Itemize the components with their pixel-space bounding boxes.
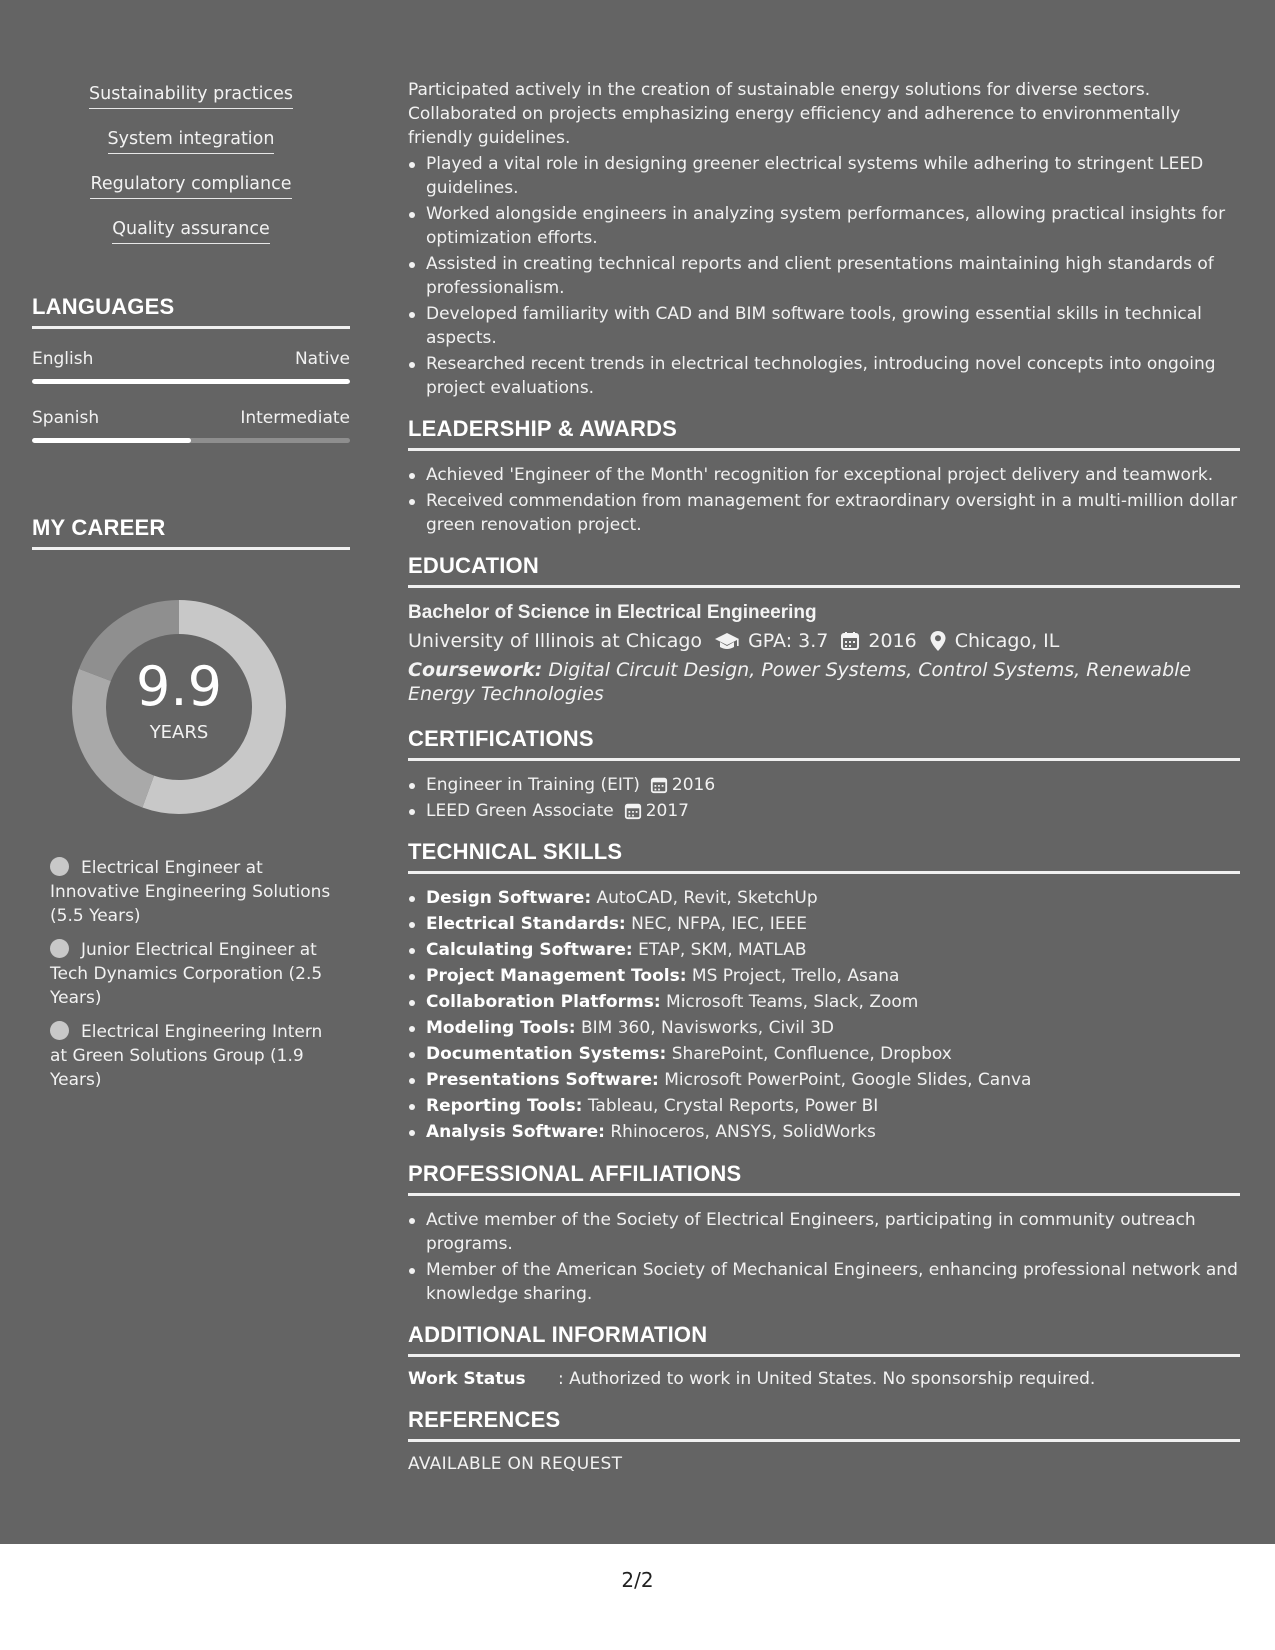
calendar-icon <box>840 631 860 651</box>
list-item: Modeling Tools: BIM 360, Navisworks, Civil 3D <box>426 1016 1240 1041</box>
list-item: Electrical Standards: NEC, NFPA, IEC, IEEE <box>426 912 1240 937</box>
certification-list <box>408 773 1240 823</box>
bullet-dot-icon <box>50 857 69 876</box>
bullet-dot-icon <box>50 1021 69 1040</box>
career-item: Electrical Engineering Intern at Green Solutions Group (1.9 Years) <box>50 1022 323 1090</box>
bullet-dot-icon <box>50 939 69 958</box>
list-item: Developed familiarity with CAD and BIM software tools, growing essential skills in technical aspects. <box>426 302 1240 350</box>
additional-info-heading: ADDITIONAL INFORMATION <box>408 1322 1240 1357</box>
language-name: Spanish <box>32 408 100 428</box>
experience-bullets <box>408 152 1240 400</box>
list-item: Reporting Tools: Tableau, Crystal Reports, Power BI <box>426 1094 1240 1119</box>
references-heading: REFERENCES <box>408 1407 1240 1442</box>
education-details <box>408 626 1240 656</box>
career-heading: MY CAREER <box>32 515 350 550</box>
graduation-cap-icon <box>714 631 740 651</box>
info-value: : Authorized to work in United States. No sponsorship required. <box>558 1369 1096 1389</box>
leadership-heading: LEADERSHIP & AWARDS <box>408 416 1240 451</box>
experience-intro: Participated actively in the creation of sustainable energy solutions for diverse sectors. Collaborated on projects emphasizing energy efficiency and adherence to environmentally friendly guidelines. <box>408 80 1181 148</box>
graduation-year: 2016 <box>868 630 917 652</box>
list-item: Documentation Systems: SharePoint, Confluence, Dropbox <box>426 1042 1240 1067</box>
calendar-icon <box>650 776 668 794</box>
skill-item: Regulatory compliance <box>90 174 291 199</box>
coursework: Coursework: Digital Circuit Design, Power Systems, Control Systems, Renewable Energy Technologies <box>408 659 1192 705</box>
career-unit: YEARS <box>149 721 209 743</box>
list-item: Collaboration Platforms: Microsoft Teams, Slack, Zoom <box>426 990 1240 1015</box>
location: Chicago, IL <box>954 630 1060 652</box>
career-total: 9.9 <box>136 654 222 718</box>
technical-skills-heading: TECHNICAL SKILLS <box>408 839 1240 874</box>
list-item: Project Management Tools: MS Project, Trello, Asana <box>426 964 1240 989</box>
skill-item: Quality assurance <box>112 219 270 244</box>
location-pin-icon <box>929 630 947 652</box>
right-column <box>408 78 1240 1474</box>
language-bar <box>32 438 350 443</box>
list-item: Calculating Software: ETAP, SKM, MATLAB <box>426 938 1240 963</box>
certifications-heading: CERTIFICATIONS <box>408 726 1240 761</box>
leadership-bullets <box>408 463 1240 537</box>
list-item: Engineer in Training (EIT) 2016 <box>426 773 1240 797</box>
language-bar-fill <box>32 379 350 384</box>
language-level: Native <box>294 349 350 369</box>
info-key: Work Status <box>408 1369 526 1389</box>
career-item: Junior Electrical Engineer at Tech Dynamics Corporation (2.5 Years) <box>50 940 323 1008</box>
list-item: Researched recent trends in electrical technologies, introducing novel concepts into ongoing project evaluations. <box>426 352 1240 400</box>
career-donut <box>66 594 292 820</box>
list-item: Achieved 'Engineer of the Month' recognition for exceptional project delivery and teamwork. <box>426 463 1240 487</box>
language-bar <box>32 379 350 384</box>
references-text: AVAILABLE ON REQUEST <box>408 1454 623 1474</box>
page-number: 2/2 <box>621 1568 654 1592</box>
list-item: Member of the American Society of Mechanical Engineers, enhancing professional network and knowledge sharing. <box>426 1258 1240 1306</box>
work-status-row <box>408 1369 1240 1389</box>
list-item: Received commendation from management for extraordinary oversight in a multi-million dollar green renovation project. <box>426 489 1240 537</box>
calendar-icon <box>624 802 642 820</box>
school: University of Illinois at Chicago <box>408 630 703 652</box>
technical-skills-list <box>408 886 1240 1145</box>
language-english <box>32 349 350 384</box>
list-item: LEED Green Associate 2017 <box>426 799 1240 823</box>
affiliations-list <box>408 1208 1240 1306</box>
list-item: Played a vital role in designing greener electrical systems while adhering to stringent LEED guidelines. <box>426 152 1240 200</box>
list-item: Presentations Software: Microsoft PowerPoint, Google Slides, Canva <box>426 1068 1240 1093</box>
language-level: Intermediate <box>240 408 350 428</box>
affiliations-heading: PROFESSIONAL AFFILIATIONS <box>408 1161 1240 1196</box>
list-item: Analysis Software: Rhinoceros, ANSYS, SolidWorks <box>426 1120 1240 1145</box>
career-item: Electrical Engineer at Innovative Engineering Solutions (5.5 Years) <box>50 858 331 926</box>
list-item: Design Software: AutoCAD, Revit, SketchUp <box>426 886 1240 911</box>
language-name: English <box>32 349 94 369</box>
list-item: Worked alongside engineers in analyzing system performances, allowing practical insights for optimization efforts. <box>426 202 1240 250</box>
language-bar-fill <box>32 438 191 443</box>
list-item: Assisted in creating technical reports and client presentations maintaining high standards of professionalism. <box>426 252 1240 300</box>
left-column <box>32 0 350 1102</box>
career-list <box>50 856 340 1092</box>
education-heading: EDUCATION <box>408 553 1240 588</box>
skill-item: System integration <box>108 129 275 154</box>
degree: Bachelor of Science in Electrical Engineering <box>408 602 817 623</box>
gpa: GPA: 3.7 <box>748 630 829 652</box>
language-spanish <box>32 408 350 443</box>
list-item: Active member of the Society of Electrical Engineers, participating in community outreach programs. <box>426 1208 1240 1256</box>
skills-list <box>32 84 350 264</box>
skill-item: Sustainability practices <box>89 84 293 109</box>
languages-heading: LANGUAGES <box>32 294 350 329</box>
